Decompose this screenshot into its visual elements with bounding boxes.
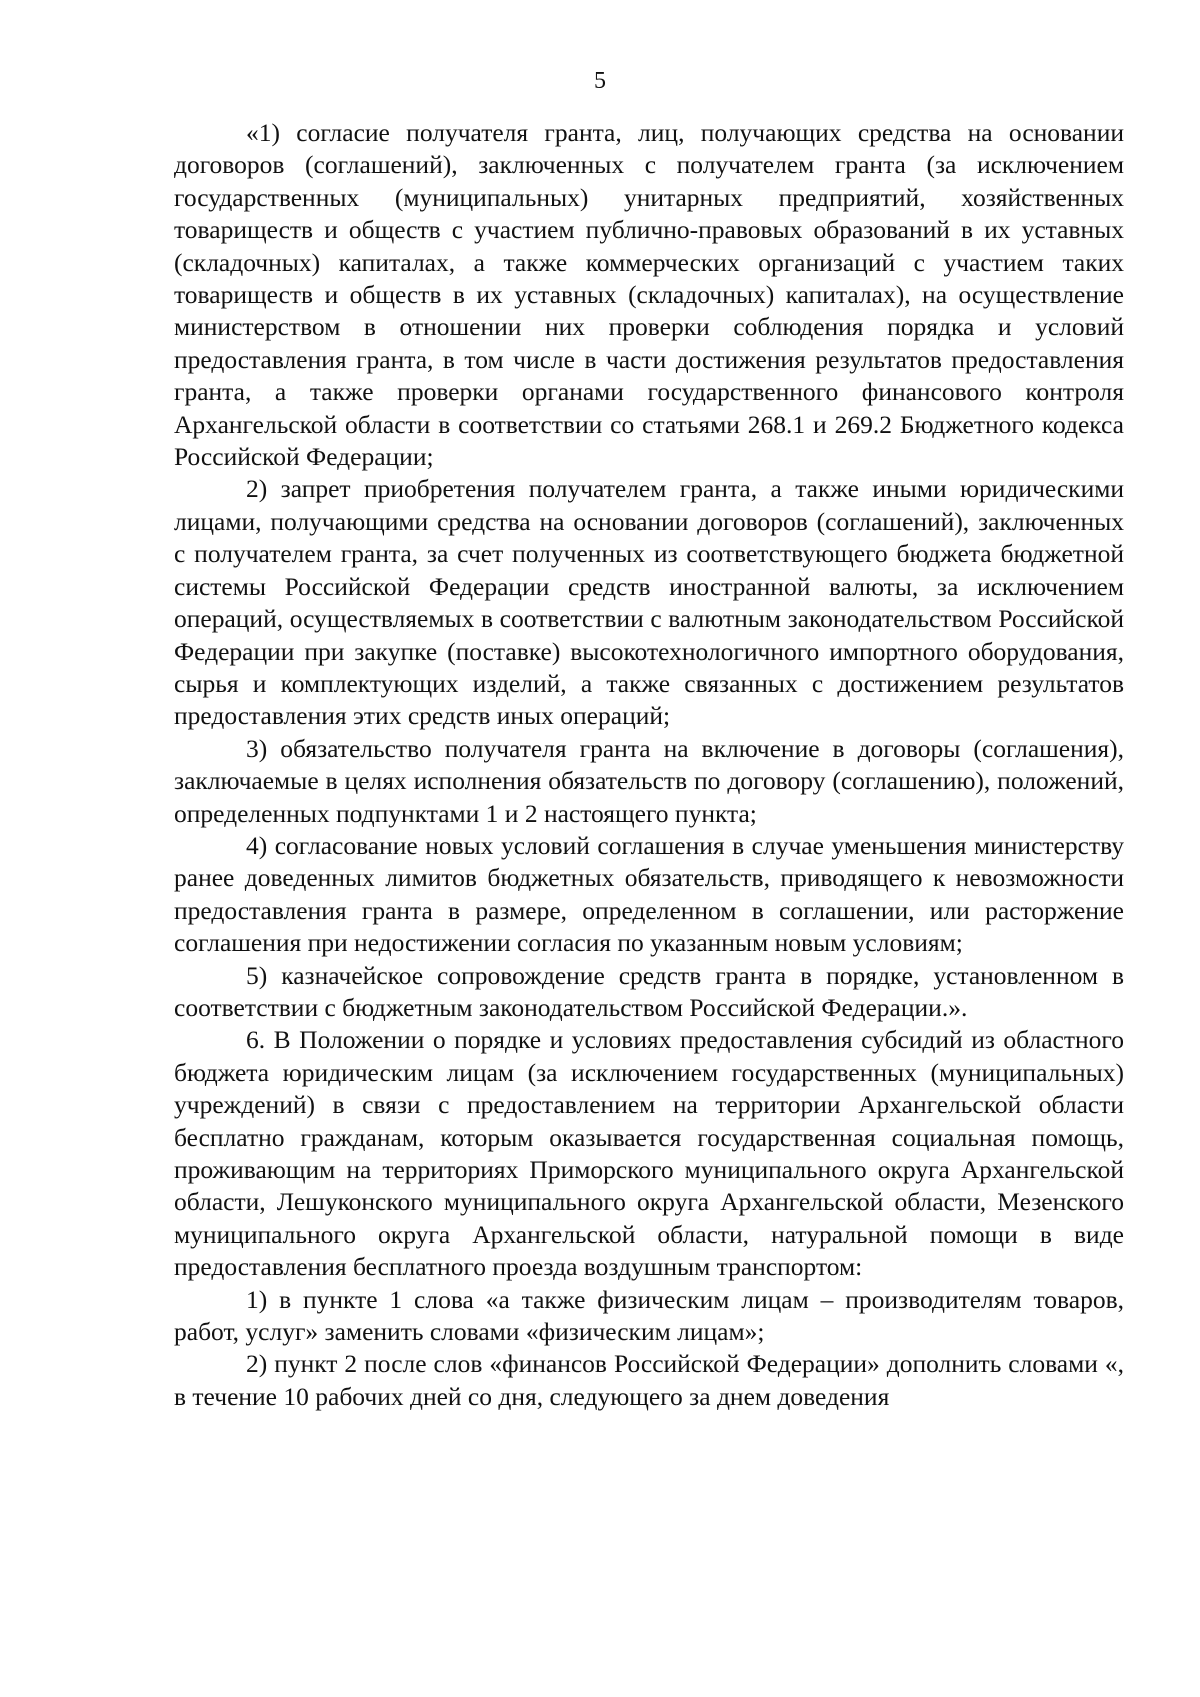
- page-number: 5: [594, 68, 606, 94]
- paragraph-section-6-item-2: 2) пункт 2 после слов «финансов Российской Федерации» дополнить словами «, в течение 10 рабочих дней со дня, следующего за днем доведения: [174, 1349, 1124, 1411]
- document-body: [174, 117, 1124, 1413]
- paragraph-section-6: 6. В Положении о порядке и условиях предоставления субсидий из областного бюджета юридическим лицам (за исключением государственных (муниципальных) учреждений) в связи с предоставлением на территории Архангельской области бесплатно гражданам, которым оказывается государственная социальная помощь, проживающим на территориях Приморского муниципального округа Архангельской области, Лешуконского муниципального округа Архангельской области, Мезенского муниципального округа Архангельской области, натуральной помощи в виде предоставления бесплатного проезда воздушным транспортом:: [174, 1025, 1124, 1282]
- paragraph-item-1-consent: «1) согласие получателя гранта, лиц, получающих средства на основании договоров (соглашений), заключенных с получателем гранта (за исключением государственных (муниципальных) унитарных предприятий, хозяйственных товариществ и обществ с участием публично-правовых образований в их уставных (складочных) капиталах, а также коммерческих организаций с участием таких товариществ и обществ в их уставных (складочных) капиталах), на осуществление министерством в отношении них проверки соблюдения порядка и условий предоставления гранта, в том числе в части достижения результатов предоставления гранта, а также проверки органами государственного финансового контроля Архангельской области в соответствии со статьями 268.1 и 269.2 Бюджетного кодекса Российской Федерации;: [174, 118, 1124, 472]
- paragraph-section-6-item-1: 1) в пункте 1 слова «а также физическим лицам – производителям товаров, работ, услуг» заменить словами «физическим лицам»;: [174, 1284, 1124, 1347]
- paragraph-item-3-obligation: 3) обязательство получателя гранта на включение в договоры (соглашения), заключаемые в целях исполнения обязательств по договору (соглашению), положений, определенных подпунктами 1 и 2 настоящего пункта;: [174, 733, 1124, 828]
- paragraph-item-4-agreement: 4) согласование новых условий соглашения в случае уменьшения министерству ранее доведенных лимитов бюджетных обязательств, приводящего к невозможности предоставления гранта в размере, определенном в соглашении, или расторжение соглашения при недостижении согласия по указанным новым условиям;: [174, 830, 1124, 958]
- paragraph-item-2-prohibition: 2) запрет приобретения получателем гранта, а также иными юридическими лицами, получающими средства на основании договоров (соглашений), заключенных с получателем гранта, за счет полученных из соответствующего бюджета бюджетной системы Российской Федерации средств иностранной валюты, за исключением операций, осуществляемых в соответствии с валютным законодательством Российской Федерации при закупке (поставке) высокотехнологичного импортного оборудования, сырья и комплектующих изделий, а также связанных с достижением результатов предоставления этих средств иных операций;: [174, 474, 1124, 731]
- paragraph-item-5-treasury: 5) казначейское сопровождение средств гранта в порядке, установленном в соответствии с бюджетным законодательством Российской Федерации.».: [174, 960, 1124, 1022]
